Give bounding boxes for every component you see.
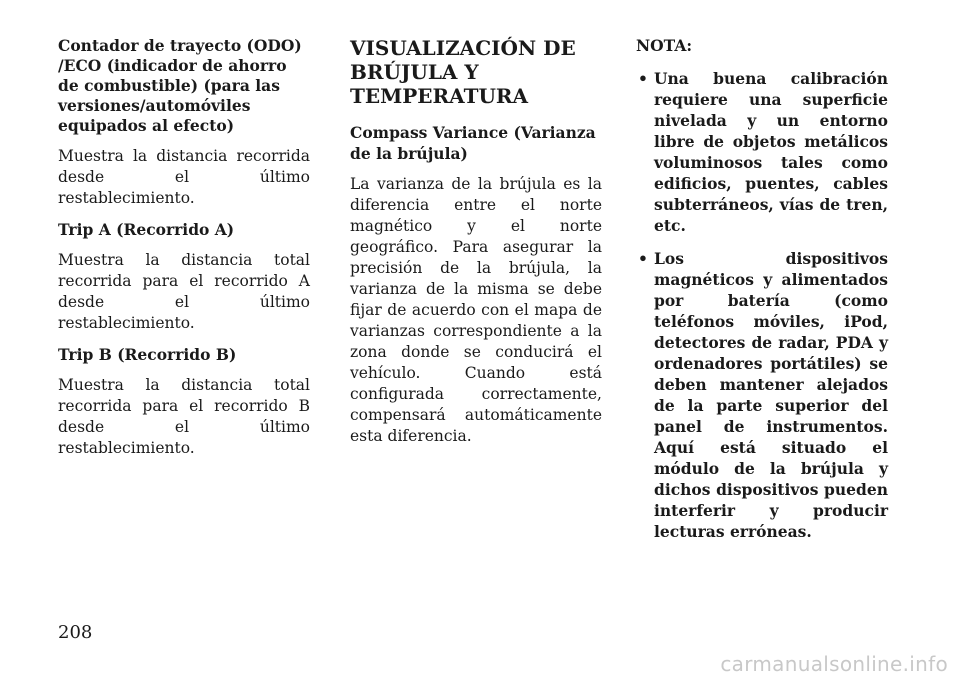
- trip-a-description: Muestra la distancia total recorrida para el recorrido A desde el último restablecimiento.: [58, 251, 310, 332]
- trip-a-heading: Trip A (Recorrido A): [58, 220, 235, 239]
- page-number: 208: [58, 622, 93, 643]
- note-text: Una buena calibración requiere una superficie nivelada y un entorno libre de objetos metálicos voluminosos tales como edificios, puentes, cables subterráneos, vías de tren, etc.: [654, 69, 888, 235]
- column-left: [58, 36, 310, 469]
- section-title: VISUALIZACIÓN DE BRÚJULA Y TEMPERATURA: [350, 36, 576, 108]
- bullet-icon: •: [638, 69, 648, 88]
- list-item: [636, 68, 888, 236]
- note-label: NOTA:: [636, 36, 693, 55]
- list-item: [636, 248, 888, 542]
- compass-variance-heading: Compass Variance (Varianza de la brújula): [350, 123, 596, 163]
- column-middle: [350, 36, 602, 457]
- column-right: [636, 36, 888, 554]
- note-text: Los dispositivos magnéticos y alimentados por batería (como teléfonos móviles, iPod, detectores de radar, PDA y ordenadores portátiles) se deben mantener alejados de la parte superior del panel de instrumentos. Aquí está situado el módulo de la brújula y dichos dispositivos pueden interferir y producir lecturas erróneas.: [654, 249, 888, 541]
- trip-b-heading: Trip B (Recorrido B): [58, 345, 237, 364]
- odo-eco-heading: Contador de trayecto (ODO) /ECO (indicador de ahorro de combustible) (para las versiones/automóviles equipados al efecto): [58, 36, 302, 135]
- compass-variance-description: La varianza de la brújula es la diferencia entre el norte magnético y el norte geográfico. Para asegurar la precisión de la brújula, la varianza de la misma se debe fijar de acuerdo con el mapa de varianzas correspondiente a la zona donde se conducirá el vehículo. Cuando está configurada correctamente, compensará automáticamente esta diferencia.: [350, 175, 602, 445]
- bullet-icon: •: [638, 249, 648, 268]
- watermark: carmanualsonline.info: [720, 652, 948, 676]
- note-list: [636, 68, 888, 542]
- trip-b-description: Muestra la distancia total recorrida para el recorrido B desde el último restablecimiento.: [58, 376, 310, 457]
- odo-description: Muestra la distancia recorrida desde el último restablecimiento.: [58, 147, 310, 207]
